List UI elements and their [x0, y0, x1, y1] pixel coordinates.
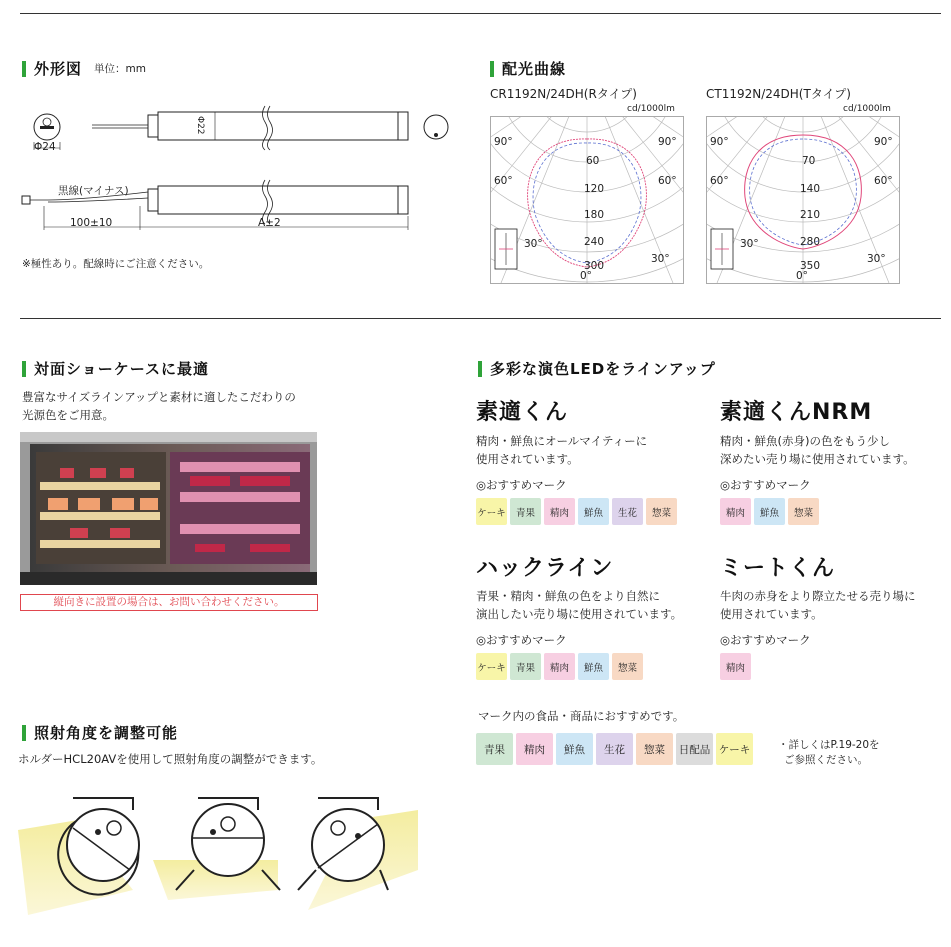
legend-tag-meat: 精肉: [516, 733, 553, 765]
title-bar: [490, 61, 494, 77]
angle-diagram: [18, 780, 418, 915]
product-3-desc-1: 青果・精肉・鮮魚の色をより自然に: [476, 589, 660, 603]
chart1-ring-4: 240: [584, 236, 605, 248]
tag-meat: 精肉: [544, 498, 575, 525]
chart1-a60r: 60°: [658, 175, 677, 187]
title-bar: [478, 361, 482, 377]
top-rule: [20, 13, 941, 14]
dim-note: ※極性あり。配線時にご注意ください。: [22, 258, 210, 270]
tag-meat: 精肉: [544, 653, 575, 680]
showcase-desc-1: 豊富なサイズラインアップと素材に適したこだわりの: [22, 390, 296, 404]
legend-tag-veg: 青果: [476, 733, 513, 765]
chart2-a60r: 60°: [874, 175, 893, 187]
light-title: 配光曲線: [490, 58, 566, 79]
legend-tag-flower: 生花: [596, 733, 633, 765]
product-1-mark: ◎おすすめマーク: [476, 478, 567, 492]
chart2-ring-3: 210: [800, 209, 821, 221]
chart2-ring-5: 350: [800, 260, 821, 272]
chart2-a0: 0°: [796, 270, 808, 282]
legend-tag-cake: ケーキ: [716, 733, 753, 765]
product-3-name: ハックライン: [476, 556, 614, 581]
chart2-unit: cd/1000lm: [843, 104, 891, 114]
chart2-ring-2: 140: [800, 183, 821, 195]
chart2-ring-4: 280: [800, 236, 821, 248]
tag-veg: 青果: [510, 653, 541, 680]
legend-ref-1: ・詳しくはP.19-20を: [778, 739, 880, 751]
tag-deli: 惣菜: [646, 498, 677, 525]
dim-len1: 100±10: [70, 217, 113, 229]
chart2-ring-1: 70: [802, 155, 816, 167]
showcase-title: 対面ショーケースに最適: [22, 358, 209, 379]
middle-rule: [20, 318, 941, 319]
outline-drawing: [20, 100, 460, 230]
product-4-desc-1: 牛肉の赤身をより際立たせる売り場に: [720, 589, 916, 603]
product-1-tags: [476, 498, 677, 525]
dim-phi24: Φ24: [34, 141, 56, 153]
chart1-a30r: 30°: [651, 253, 670, 265]
chart1-a90l: 90°: [494, 136, 513, 148]
legend-tag-fish: 鮮魚: [556, 733, 593, 765]
tag-deli: 惣菜: [612, 653, 643, 680]
legend-tag-deli: 惣菜: [636, 733, 673, 765]
angle-desc: ホルダーHCL20AVを使用して照射角度の調整ができます。: [18, 752, 323, 766]
chart1-unit: cd/1000lm: [627, 104, 675, 114]
chart2-a30r: 30°: [867, 253, 886, 265]
dim-phi22: Φ22: [195, 116, 205, 135]
tag-veg: 青果: [510, 498, 541, 525]
product-2-desc-1: 精肉・鮮魚(赤身)の色をもう少し: [720, 434, 890, 448]
chart1-ring-2: 120: [584, 183, 605, 195]
product-1-desc-1: 精肉・鮮魚にオールマイティーに: [476, 434, 648, 448]
tag-flower: 生花: [612, 498, 643, 525]
tag-meat: 精肉: [720, 653, 751, 680]
legend-title: マーク内の食品・商品におすすめです。: [478, 709, 685, 723]
tag-meat: 精肉: [720, 498, 751, 525]
title-bar: [22, 61, 26, 77]
tag-fish: 鮮魚: [754, 498, 785, 525]
product-2-mark: ◎おすすめマーク: [720, 478, 811, 492]
tag-cake: ケーキ: [476, 498, 507, 525]
legend-tag-daily: 日配品: [676, 733, 713, 765]
chart2-a60l: 60°: [710, 175, 729, 187]
chart1-a90r: 90°: [658, 136, 677, 148]
showcase-photo: [20, 432, 317, 585]
angle-title: 照射角度を調整可能: [22, 722, 178, 743]
dim-len2: A±2: [258, 217, 281, 229]
tag-fish: 鮮魚: [578, 653, 609, 680]
product-1-desc-2: 使用されています。: [476, 452, 579, 466]
chart1-model: CR1192N/24DH(Rタイプ): [490, 87, 637, 101]
lineup-title: 多彩な演色LEDをラインアップ: [478, 358, 716, 379]
product-3-tags: [476, 653, 643, 680]
product-4-mark: ◎おすすめマーク: [720, 633, 811, 647]
tag-deli: 惣菜: [788, 498, 819, 525]
dim-wire: 黒線(マイナス): [58, 185, 129, 197]
chart2-a30l: 30°: [740, 238, 759, 250]
product-3-desc-2: 演出したい売り場に使用されています。: [476, 607, 683, 621]
title-bar: [22, 361, 26, 377]
chart2-a90r: 90°: [874, 136, 893, 148]
chart1-a30l: 30°: [524, 238, 543, 250]
legend-ref-2: ご参照ください。: [784, 754, 868, 766]
chart2-a90l: 90°: [710, 136, 729, 148]
product-1-name: 素適くん: [476, 400, 569, 425]
product-4-name: ミートくん: [720, 556, 836, 581]
chart1-a0: 0°: [580, 270, 592, 282]
tag-fish: 鮮魚: [578, 498, 609, 525]
chart1-ring-5: 300: [584, 260, 605, 272]
chart1-ring-1: 60: [586, 155, 600, 167]
tag-cake: ケーキ: [476, 653, 507, 680]
product-2-tags: [720, 498, 819, 525]
chart1-a60l: 60°: [494, 175, 513, 187]
chart2-model: CT1192N/24DH(Tタイプ): [706, 87, 851, 101]
outline-title: 外形図 単位：mm: [22, 58, 146, 79]
product-2-desc-2: 深めたい売り場に使用されています。: [720, 452, 915, 466]
chart1-ring-3: 180: [584, 209, 605, 221]
product-2-name: 素適くんNRM: [720, 400, 873, 425]
product-4-desc-2: 使用されています。: [720, 607, 823, 621]
title-bar: [22, 725, 26, 741]
product-4-tags: [720, 653, 751, 680]
showcase-notice: 縦向きに設置の場合は、お問い合わせください。: [20, 594, 318, 611]
product-3-mark: ◎おすすめマーク: [476, 633, 567, 647]
legend-tags: [476, 733, 753, 765]
showcase-desc-2: 光源色をご用意。: [22, 408, 114, 422]
